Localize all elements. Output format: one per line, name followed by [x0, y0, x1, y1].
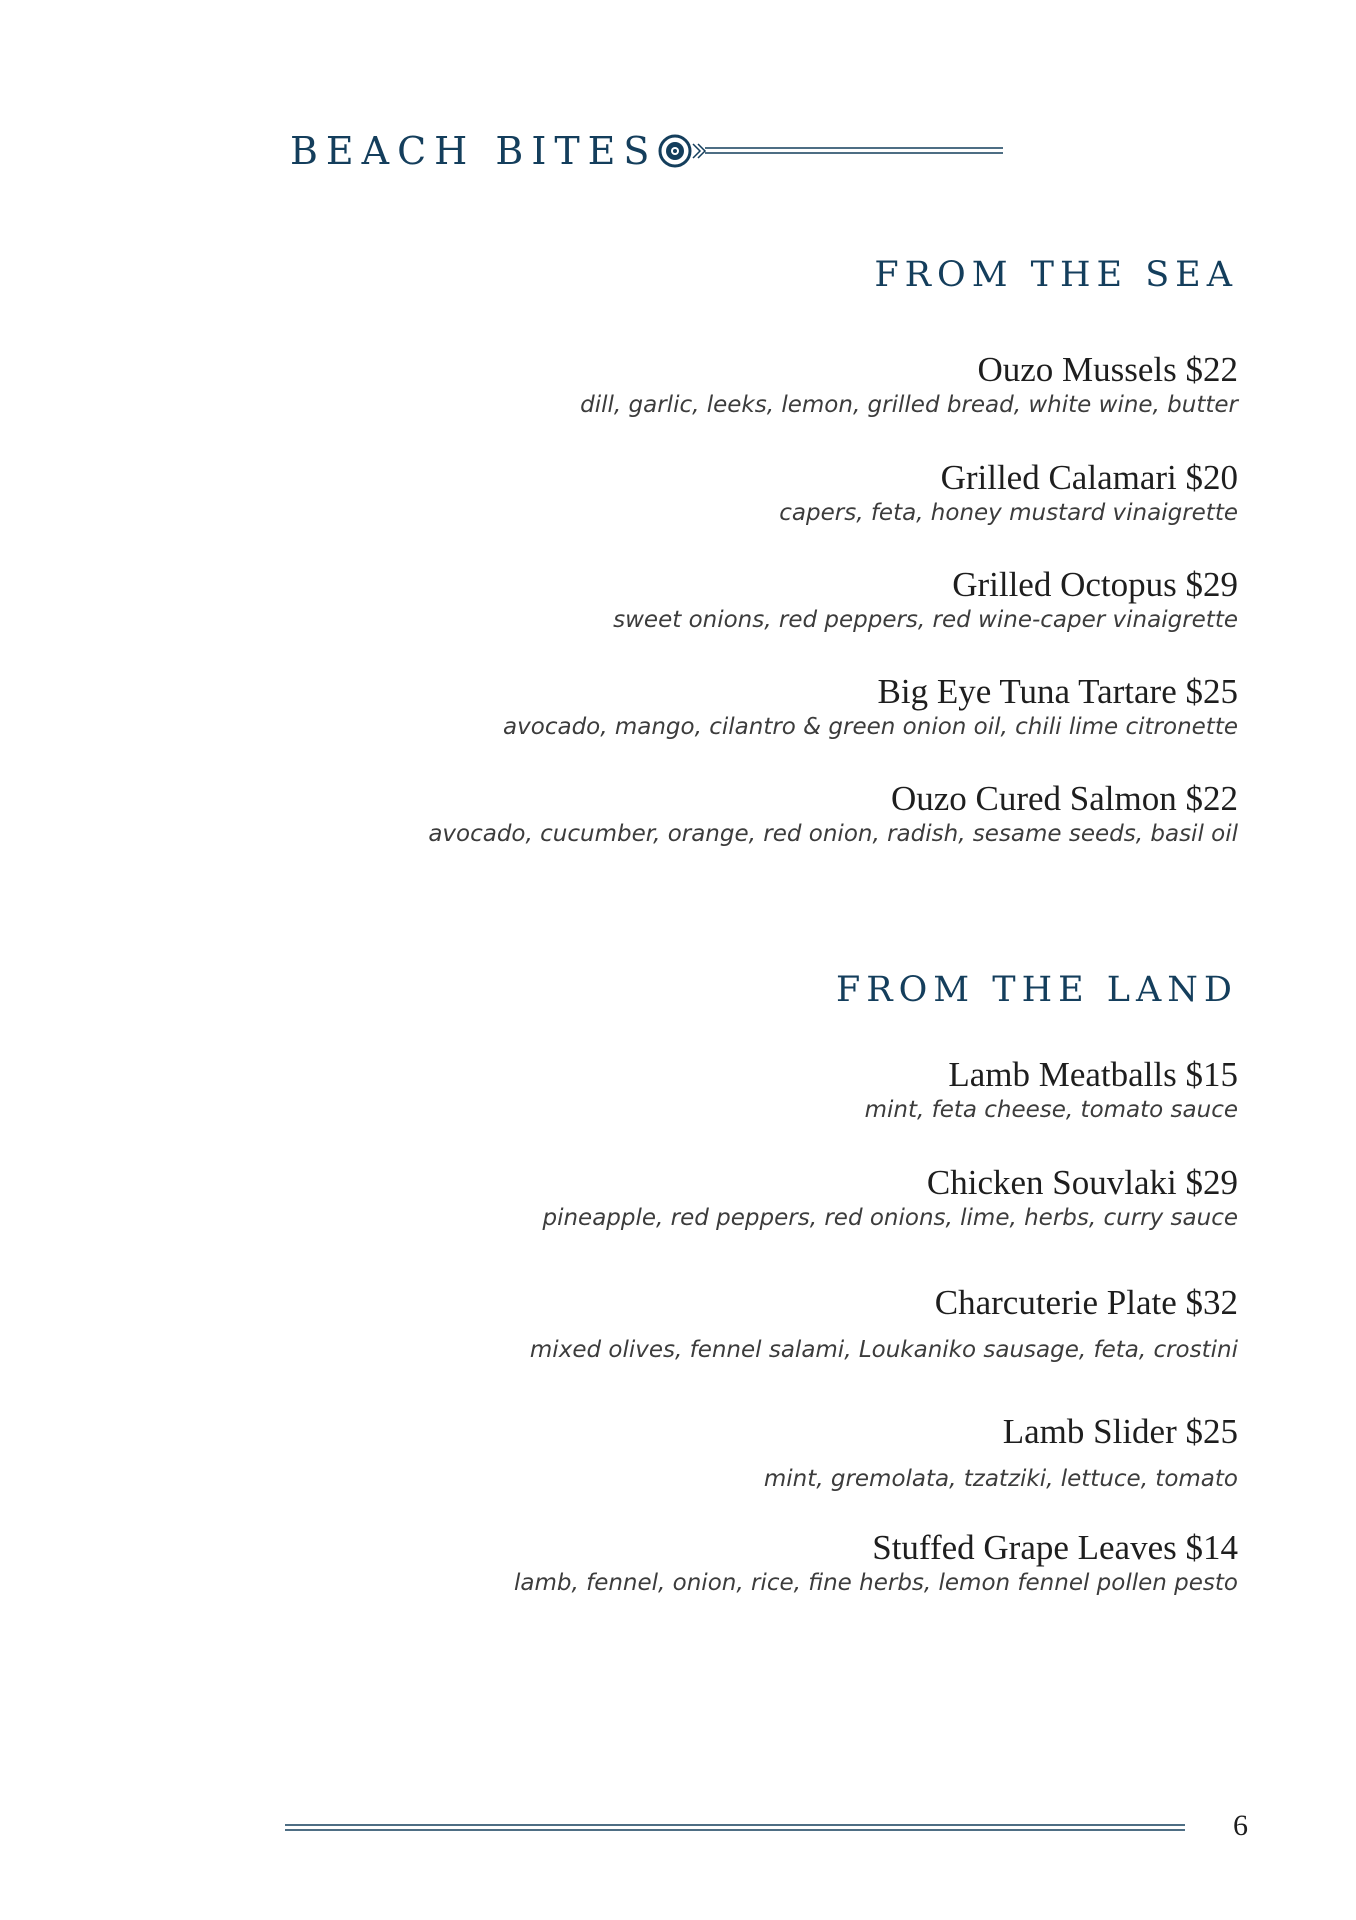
item-description: avocado, mango, cilantro & green onion oil, chili lime citronette — [503, 714, 1238, 740]
item-name: Ouzo Cured Salmon $22 — [890, 779, 1238, 818]
section-title-sea: FROM THE SEA — [874, 255, 1238, 295]
page-number: 6 — [1233, 1809, 1248, 1842]
item-name: Lamb Meatballs $15 — [948, 1055, 1238, 1094]
item-description: avocado, cucumber, orange, red onion, radish, sesame seeds, basil oil — [428, 821, 1238, 847]
menu-item — [764, 1412, 1238, 1494]
menu-item — [580, 350, 1238, 420]
menu-item — [779, 458, 1238, 528]
menu-item — [503, 672, 1238, 742]
item-name: Ouzo Mussels $22 — [977, 350, 1238, 389]
item-description: dill, garlic, leeks, lemon, grilled bread, white wine, butter — [580, 392, 1238, 418]
item-description: pineapple, red peppers, red onions, lime, herbs, curry sauce — [542, 1205, 1238, 1231]
menu-item — [865, 1055, 1238, 1125]
item-description: mixed olives, fennel salami, Loukaniko sausage, feta, crostini — [529, 1337, 1238, 1363]
item-description: mint, gremolata, tzatziki, lettuce, tomato — [763, 1466, 1238, 1492]
page-header — [290, 128, 1005, 174]
item-name: Big Eye Tuna Tartare $25 — [877, 672, 1238, 711]
item-name: Charcuterie Plate $32 — [934, 1283, 1238, 1322]
menu-item — [542, 1163, 1238, 1233]
menu-item — [428, 779, 1238, 849]
item-name: Grilled Octopus $29 — [952, 565, 1238, 604]
item-description: capers, feta, honey mustard vinaigrette — [779, 500, 1238, 526]
footer-rule — [285, 1822, 1185, 1834]
item-description: sweet onions, red peppers, red wine-caper vinaigrette — [613, 607, 1238, 633]
menu-item — [530, 1283, 1238, 1365]
menu-item — [514, 1528, 1238, 1598]
item-description: lamb, fennel, onion, rice, fine herbs, lemon fennel pollen pesto — [513, 1570, 1238, 1596]
item-name: Grilled Calamari $20 — [940, 458, 1238, 497]
item-name: Stuffed Grape Leaves $14 — [872, 1528, 1238, 1567]
item-name: Lamb Slider $25 — [1002, 1412, 1238, 1451]
evil-eye-ornament-icon — [655, 131, 1005, 171]
item-description: mint, feta cheese, tomato sauce — [864, 1097, 1238, 1123]
item-name: Chicken Souvlaki $29 — [926, 1163, 1238, 1202]
section-title-land: FROM THE LAND — [835, 970, 1238, 1010]
page-title: BEACH BITES — [290, 129, 658, 173]
menu-item — [613, 565, 1238, 635]
